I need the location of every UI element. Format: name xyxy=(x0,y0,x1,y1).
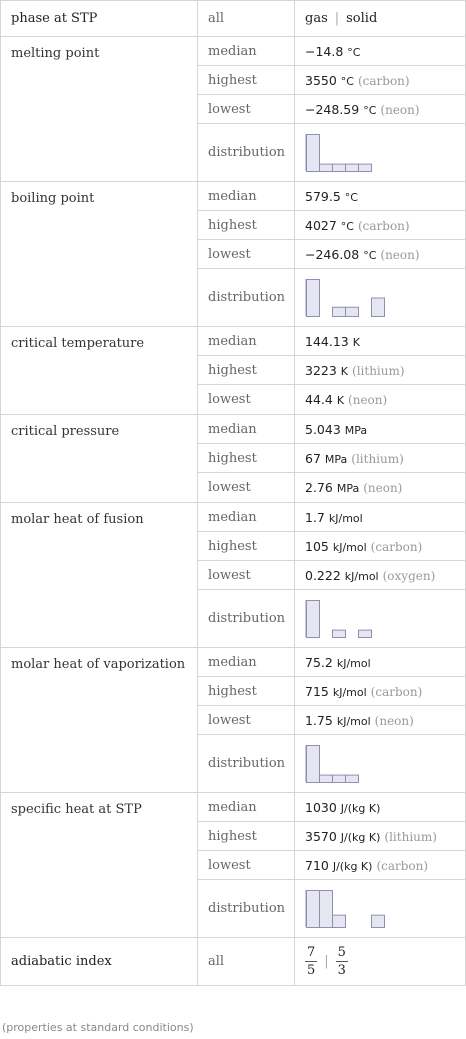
crit-press-median: 5.043 MPa xyxy=(295,415,466,444)
sub-label-highest: highest xyxy=(198,211,295,240)
histogram-bar xyxy=(333,775,346,782)
histogram-bar xyxy=(346,307,359,316)
row-label-phase: phase at STP xyxy=(1,1,198,37)
histogram-bar xyxy=(333,307,346,316)
sub-label-lowest: lowest xyxy=(198,95,295,124)
specific-heat-lowest: 710 J/(kg K) (carbon) xyxy=(295,851,466,880)
histogram-bar xyxy=(307,279,320,316)
footnote: (properties at standard conditions) xyxy=(2,1021,194,1034)
sub-label-distribution: distribution xyxy=(198,124,295,182)
row-label-critical-temperature: critical temperature xyxy=(1,327,198,415)
table-row xyxy=(1,793,466,822)
row-label-heat-of-vaporization: molar heat of vaporization xyxy=(1,648,198,793)
sub-label-distribution: distribution xyxy=(198,590,295,648)
sub-label-highest: highest xyxy=(198,677,295,706)
histogram-bar xyxy=(320,775,333,782)
vaporization-highest: 715 kJ/mol (carbon) xyxy=(295,677,466,706)
histogram-bar xyxy=(333,164,346,171)
fusion-histogram xyxy=(305,599,465,639)
sub-label-median: median xyxy=(198,648,295,677)
sub-label-median: median xyxy=(198,37,295,66)
specific-heat-distribution xyxy=(295,880,466,938)
fusion-distribution xyxy=(295,590,466,648)
table-row xyxy=(1,182,466,211)
table-row xyxy=(1,503,466,532)
row-label-melting-point: melting point xyxy=(1,37,198,182)
vaporization-median: 75.2 kJ/mol xyxy=(295,648,466,677)
boiling-median: 579.5 °C xyxy=(295,182,466,211)
melting-median: −14.8 °C xyxy=(295,37,466,66)
melting-distribution xyxy=(295,124,466,182)
specific-heat-median: 1030 J/(kg K) xyxy=(295,793,466,822)
histogram-bar xyxy=(372,298,385,317)
sub-label-highest: highest xyxy=(198,532,295,561)
sub-label-all: all xyxy=(198,938,295,986)
crit-temp-highest: 3223 K (lithium) xyxy=(295,356,466,385)
boiling-highest: 4027 °C (carbon) xyxy=(295,211,466,240)
sub-label-all: all xyxy=(198,1,295,37)
specific-heat-highest: 3570 J/(kg K) (lithium) xyxy=(295,822,466,851)
sub-label-lowest: lowest xyxy=(198,473,295,503)
boiling-histogram xyxy=(305,278,465,318)
histogram-bar xyxy=(346,164,359,171)
vaporization-lowest: 1.75 kJ/mol (neon) xyxy=(295,706,466,735)
histogram-bar xyxy=(372,915,385,927)
crit-press-highest: 67 MPa (lithium) xyxy=(295,444,466,473)
row-label-critical-pressure: critical pressure xyxy=(1,415,198,503)
specific-heat-histogram xyxy=(305,889,465,929)
fraction-5-3: $\frac{5}{3}$ xyxy=(337,945,346,978)
sub-label-highest: highest xyxy=(198,356,295,385)
histogram-bar xyxy=(307,134,320,171)
sub-label-distribution: distribution xyxy=(198,735,295,793)
boiling-distribution xyxy=(295,269,466,327)
sub-label-median: median xyxy=(198,503,295,532)
melting-lowest: −248.59 °C (neon) xyxy=(295,95,466,124)
row-label-boiling-point: boiling point xyxy=(1,182,198,327)
sub-label-median: median xyxy=(198,327,295,356)
table-row xyxy=(1,415,466,444)
separator: | xyxy=(324,954,329,969)
histogram-bar xyxy=(346,775,359,782)
fusion-median: 1.7 kJ/mol xyxy=(295,503,466,532)
sub-label-median: median xyxy=(198,182,295,211)
fraction-7-5: $\frac{7}{5}$ xyxy=(307,945,316,978)
sub-label-highest: highest xyxy=(198,66,295,95)
phase-solid: solid xyxy=(346,11,378,26)
row-label-heat-of-fusion: molar heat of fusion xyxy=(1,503,198,648)
histogram-bar xyxy=(307,890,320,927)
histogram-bar xyxy=(320,890,333,927)
fusion-highest: 105 kJ/mol (carbon) xyxy=(295,532,466,561)
sub-label-lowest: lowest xyxy=(198,385,295,415)
crit-temp-lowest: 44.4 K (neon) xyxy=(295,385,466,415)
phase-values xyxy=(295,1,466,37)
table-row xyxy=(1,327,466,356)
histogram-bar xyxy=(359,630,372,637)
histogram-bar xyxy=(307,745,320,782)
crit-temp-median: 144.13 K xyxy=(295,327,466,356)
adiabatic-values xyxy=(295,938,466,986)
sub-label-highest: highest xyxy=(198,822,295,851)
sub-label-distribution: distribution xyxy=(198,880,295,938)
fusion-lowest: 0.222 kJ/mol (oxygen) xyxy=(295,561,466,590)
histogram-bar xyxy=(333,915,346,927)
separator: | xyxy=(334,11,340,26)
table-row xyxy=(1,1,466,37)
phase-gas: gas xyxy=(305,11,328,26)
table-row xyxy=(1,648,466,677)
sub-label-highest: highest xyxy=(198,444,295,473)
sub-label-distribution: distribution xyxy=(198,269,295,327)
table-row xyxy=(1,938,466,986)
sub-label-median: median xyxy=(198,793,295,822)
sub-label-lowest: lowest xyxy=(198,706,295,735)
histogram-bar xyxy=(307,600,320,637)
sub-label-lowest: lowest xyxy=(198,851,295,880)
crit-press-lowest: 2.76 MPa (neon) xyxy=(295,473,466,503)
table-row xyxy=(1,37,466,66)
histogram-bar xyxy=(359,164,372,171)
sub-label-lowest: lowest xyxy=(198,561,295,590)
sub-label-lowest: lowest xyxy=(198,240,295,269)
vaporization-distribution xyxy=(295,735,466,793)
histogram-bar xyxy=(333,630,346,637)
melting-highest: 3550 °C (carbon) xyxy=(295,66,466,95)
histogram-bar xyxy=(320,164,333,171)
sub-label-median: median xyxy=(198,415,295,444)
row-label-adiabatic-index: adiabatic index xyxy=(1,938,198,986)
boiling-lowest: −246.08 °C (neon) xyxy=(295,240,466,269)
vaporization-histogram xyxy=(305,744,465,784)
row-label-specific-heat: specific heat at STP xyxy=(1,793,198,938)
melting-histogram xyxy=(305,133,465,173)
